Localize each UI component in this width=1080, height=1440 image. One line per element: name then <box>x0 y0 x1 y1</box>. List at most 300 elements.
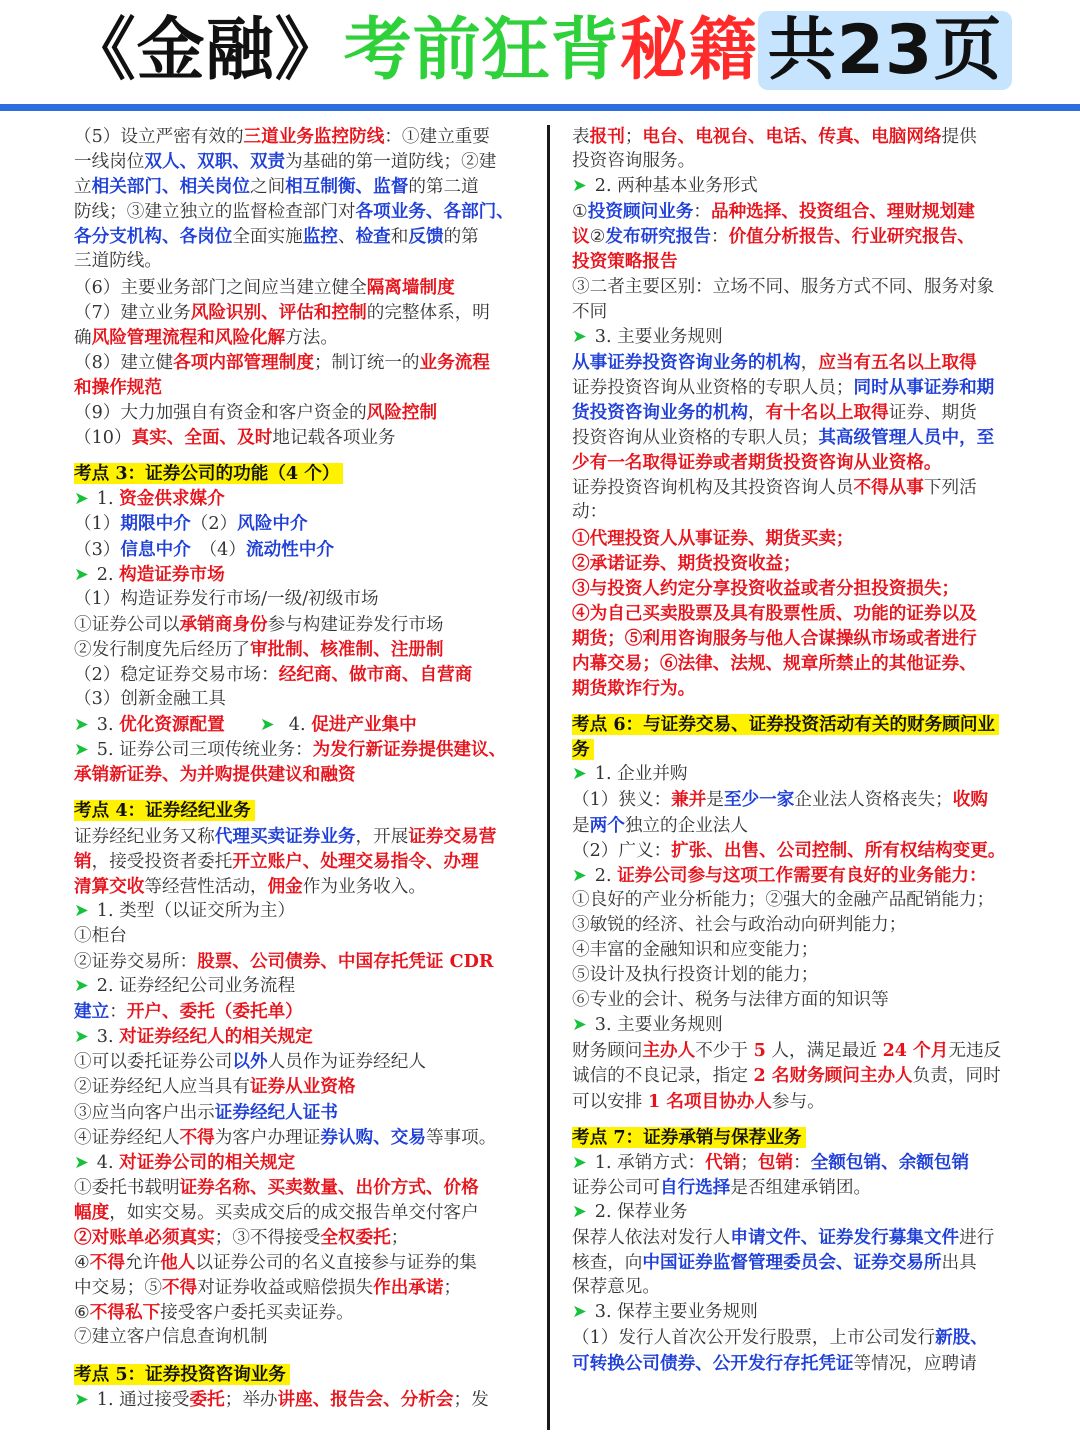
highlight-blue-text: 代理买卖证券业务 <box>214 825 356 847</box>
highlight-red-text: 对证券经纪人的相关规定 <box>119 1026 313 1048</box>
highlight-red-text: 不得 <box>89 1252 125 1274</box>
body-text: 全面实施 <box>232 227 303 248</box>
highlight-red-text: 风险管理流程和风险化解 <box>91 326 286 348</box>
body-text: ： <box>693 202 711 223</box>
arrow-bullet-icon: ➤ <box>572 1201 587 1222</box>
text-line <box>74 1074 536 1099</box>
highlight-blue-text: 双人、双职、双责 <box>144 151 286 173</box>
body-text: 进行 <box>959 1228 995 1249</box>
text-line <box>74 999 536 1024</box>
body-text: 等事项。 <box>425 1127 497 1148</box>
body-text: 3. 主要业务规则 <box>594 326 723 347</box>
arrow-bullet-icon: ➤ <box>572 176 587 197</box>
text-line <box>572 676 1034 701</box>
body-text: 和 <box>390 227 409 248</box>
column-divider <box>547 125 550 1430</box>
body-text: ③二者主要区别：立场不同、服务方式不同、服务对象 <box>572 276 995 297</box>
text-line <box>572 813 1034 838</box>
text-line <box>74 687 536 712</box>
body-text: ： <box>793 1152 811 1173</box>
text-line <box>572 350 1034 375</box>
body-text: （3） <box>74 539 121 560</box>
body-text: （3）创新金融工具 <box>74 689 226 710</box>
body-text: （1）狭义： <box>572 790 672 811</box>
highlight-blue-text: 相互制衡、监督 <box>285 176 409 198</box>
highlight-red-text: 包销 <box>757 1151 794 1173</box>
highlight-red-text: 隔离墙制度 <box>366 276 455 298</box>
text-line <box>74 149 536 174</box>
highlight-blue-text: 建立 <box>74 1001 110 1023</box>
text-line <box>74 1225 536 1250</box>
text-line <box>572 888 1034 913</box>
body-text: ④ <box>74 1253 90 1274</box>
body-text: 2. <box>96 564 120 585</box>
highlight-blue-text: 各分支机构、各岗位 <box>74 226 233 248</box>
highlight-red-text: 股票、公司债券、中国存托凭证 CDR <box>197 951 494 972</box>
body-text: 投资咨询从业资格的专职人员； <box>572 428 819 449</box>
body-text: （1） <box>74 514 121 535</box>
highlight-red-text: 证券名称、买卖数量、出价方式、价格 <box>179 1176 479 1198</box>
highlight-red-text: 电台、电视台、电话、传真、电脑网络 <box>642 126 942 147</box>
body-text: 投资咨询服务。 <box>572 151 696 172</box>
text-line <box>572 1063 1034 1088</box>
text-line <box>74 737 536 762</box>
body-text: ；发 <box>453 1389 489 1410</box>
body-text: ①证券公司以 <box>74 614 180 635</box>
body-text: （10） <box>74 428 132 449</box>
arrow-bullet-icon: ➤ <box>74 740 89 761</box>
body-text: 证券、期货 <box>888 403 977 424</box>
highlight-red-text: 审批制、核准制、注册制 <box>249 638 444 660</box>
text-line <box>572 400 1034 425</box>
body-text: ， <box>747 403 766 424</box>
arrow-bullet-icon: ➤ <box>74 1027 89 1048</box>
body-text: 1. 通过接受 <box>96 1389 190 1410</box>
section-heading <box>74 798 536 823</box>
text-line <box>572 762 1034 787</box>
text-line <box>572 275 1034 300</box>
highlight-red-text: 对证券公司的相关规定 <box>119 1151 296 1173</box>
highlight-red-text: 开立账户、处理交易指令、办理 <box>232 850 479 872</box>
body-text: 证券投资咨询机构及其投资咨询人员 <box>572 478 854 499</box>
highlight-red-text: 幅度 <box>74 1201 110 1223</box>
body-text: ⑤设计及执行投资计划的能力； <box>572 965 819 986</box>
body-text: 1. 承销方式： <box>594 1152 706 1173</box>
highlight-red-text: 开户、委托（委托单） <box>126 1001 303 1023</box>
highlight-red-text: 不得 <box>179 1126 215 1148</box>
body-text: 以证券公司的名义直接参与证券的集 <box>195 1253 477 1274</box>
body-text: ； <box>390 1228 409 1249</box>
body-text: 下列活 <box>923 478 977 499</box>
body-text: ； <box>443 1278 462 1299</box>
highlight-blue-text: 信息中介 <box>120 538 191 560</box>
body-text: ② <box>589 227 606 248</box>
highlight-red-text: ②对账单必须真实 <box>74 1227 215 1249</box>
highlight-blue-text: 流动性中介 <box>245 538 334 560</box>
text-line <box>74 325 536 350</box>
body-text: 可以安排 <box>572 1091 648 1112</box>
text-line <box>74 612 536 637</box>
text-line <box>572 863 1034 888</box>
body-text: 财务顾问 <box>572 1041 643 1062</box>
text-line <box>74 662 536 687</box>
highlight-red-text: 为发行新证券提供建议、 <box>312 739 507 761</box>
body-text: 负责，同时 <box>912 1066 1001 1087</box>
section-heading-text: 考点 7：证券承销与保荐业务 <box>572 1127 806 1148</box>
text-line <box>572 224 1034 249</box>
highlight-red-text: 销 <box>74 850 92 872</box>
highlight-red-text: ②承诺证券、期货投资收益； <box>572 552 801 574</box>
body-text: 不同 <box>572 301 608 322</box>
body-text: ， <box>800 352 819 373</box>
text-line <box>74 849 536 874</box>
text-line <box>572 249 1034 274</box>
text-line <box>74 824 536 849</box>
highlight-red-text: 内幕交易；⑥法律、法规、规章所禁止的其他证券、 <box>572 652 977 674</box>
body-text: 1. 类型（以证交所为主） <box>96 900 296 921</box>
body-text: 人，满足最近 <box>765 1041 883 1062</box>
highlight-red-text: 和操作规范 <box>74 376 162 398</box>
highlight-red-text: 他人 <box>160 1252 196 1274</box>
body-text: ④证券经纪人 <box>74 1127 180 1148</box>
highlight-red-text: 不得从事 <box>853 477 924 499</box>
text-line <box>572 551 1034 576</box>
highlight-red-text: 兼并 <box>671 789 707 811</box>
section-gap <box>572 701 1034 712</box>
highlight-blue-text: 券认购、交易 <box>320 1126 426 1148</box>
body-text: 1. 企业并购 <box>594 764 688 785</box>
body-text: ③敏锐的经济、社会与政治动向研判能力； <box>572 914 907 935</box>
highlight-red-text: 24 个月 <box>882 1040 949 1062</box>
body-text: 之间 <box>249 177 286 198</box>
text-line <box>74 1024 536 1049</box>
page-banner <box>0 0 1080 102</box>
arrow-bullet-icon: ➤ <box>74 900 89 921</box>
body-text: 是 <box>706 790 724 811</box>
body-text: ②证券经纪人应当具有 <box>74 1077 250 1098</box>
highlight-red-text: 承销商身份 <box>179 613 268 635</box>
body-text: 、 <box>337 227 356 248</box>
text-line <box>572 1089 1034 1114</box>
text-line <box>74 174 536 199</box>
section-gap <box>74 787 536 798</box>
text-line <box>572 1175 1034 1200</box>
highlight-red-text: 承销新证券、为并购提供建议和融资 <box>74 764 356 786</box>
highlight-blue-text: 以外 <box>232 1051 268 1073</box>
highlight-red-text: 代销 <box>705 1151 741 1173</box>
text-line <box>74 899 536 924</box>
body-text: 的第二道 <box>408 177 479 198</box>
text-line <box>572 963 1034 988</box>
body-text: （5）设立严密有效的 <box>74 127 244 147</box>
body-text: 的完整体系，明 <box>366 302 490 323</box>
body-text: 保荐人依法对发行人 <box>572 1228 731 1249</box>
body-text: ⑥专业的会计、税务与法律方面的知识等 <box>572 990 889 1011</box>
text-line <box>572 199 1034 224</box>
text-line <box>572 576 1034 601</box>
highlight-red-text: 全权委托 <box>320 1227 391 1249</box>
text-line <box>74 1049 536 1074</box>
text-line <box>74 350 536 375</box>
text-line <box>74 425 536 450</box>
text-line <box>572 913 1034 938</box>
highlight-red-text: 2 名财务顾问主办人 <box>753 1065 913 1087</box>
arrow-bullet-icon: ➤ <box>572 764 587 785</box>
highlight-red-text: 作出承诺 <box>373 1277 444 1299</box>
body-text: 2. <box>594 865 618 886</box>
text-line <box>572 651 1034 676</box>
text-line <box>572 601 1034 626</box>
section-heading <box>572 712 1034 737</box>
text-line <box>74 637 536 662</box>
text-line <box>74 486 536 511</box>
text-line <box>74 949 536 974</box>
body-text: 2. 证券经纪公司业务流程 <box>96 976 296 997</box>
banner-title-part: 共23页 <box>758 11 1013 90</box>
text-line <box>572 124 1034 149</box>
highlight-red-text: 不得 <box>161 1277 198 1299</box>
body-text: （2） <box>190 514 238 535</box>
text-line <box>572 1300 1034 1325</box>
body-text: 独立的企业法人 <box>624 815 748 836</box>
highlight-red-text: 证券交易营 <box>408 825 497 847</box>
text-line <box>572 1038 1034 1063</box>
section-heading-text: 考点 6：与证券交易、证券投资活动有关的财务顾问业 <box>572 714 999 735</box>
section-heading <box>74 1362 536 1387</box>
body-text: ①柜台 <box>74 925 127 946</box>
body-text: 证券公司可 <box>572 1177 660 1198</box>
body-text: ④丰富的金融知识和应变能力； <box>572 940 819 960</box>
highlight-red-text: 佣金 <box>267 875 303 897</box>
body-text: 2. 两种基本业务形式 <box>594 176 758 197</box>
text-line <box>74 537 536 562</box>
arrow-bullet-icon: ➤ <box>74 715 89 736</box>
text-line <box>572 787 1034 812</box>
highlight-red-text: 构造证券市场 <box>119 563 225 585</box>
body-text: 人员作为证券经纪人 <box>267 1052 426 1073</box>
body-text: ；举办 <box>224 1389 278 1410</box>
body-text: ； <box>624 127 643 147</box>
section-heading-text: 考点 3：证券公司的功能（4 个） <box>74 463 343 484</box>
body-text: 的第 <box>443 227 479 248</box>
arrow-bullet-icon: ➤ <box>572 1152 587 1173</box>
banner-underline <box>0 104 1080 111</box>
text-line <box>74 1200 536 1225</box>
highlight-blue-text: 相关部门、相关岗位 <box>91 176 250 198</box>
body-text: ① <box>572 202 588 223</box>
text-line <box>74 1275 536 1300</box>
body-text: ①良好的产业分析能力；②强大的金融产品配销能力； <box>572 889 995 910</box>
body-text: ⑥ <box>74 1303 90 1324</box>
body-text: ，开展 <box>355 826 409 847</box>
body-text: 方法。 <box>285 327 338 348</box>
body-text: 对证券收益或赔偿损失 <box>197 1278 374 1299</box>
body-text: 2. 保荐业务 <box>594 1201 688 1222</box>
highlight-red-text: 不得私下 <box>89 1302 161 1324</box>
text-line <box>74 400 536 425</box>
text-line <box>74 124 536 149</box>
body-text: 3. <box>96 1027 120 1048</box>
body-text: （9）大力加强自有资金和客户资金的 <box>74 403 367 424</box>
text-line <box>74 199 536 224</box>
highlight-red-text: 证券公司参与这项工作需要有良好的业务能力： <box>617 864 987 886</box>
highlight-blue-text: 自行选择 <box>659 1176 731 1198</box>
text-line <box>74 300 536 325</box>
banner-title-part: 考前狂背 <box>343 11 620 90</box>
highlight-blue-text: 证券经纪人证书 <box>214 1101 338 1123</box>
text-line <box>572 425 1034 450</box>
highlight-red-text: 少有一名取得证券或者期货投资咨询从业资格。 <box>572 452 942 474</box>
text-line <box>74 1175 536 1200</box>
body-text: 中交易；⑤ <box>74 1278 162 1299</box>
text-line <box>572 375 1034 400</box>
text-line <box>74 562 536 587</box>
body-text: ： <box>710 227 729 248</box>
section-heading-text: 务 <box>572 739 594 760</box>
text-line <box>572 500 1034 525</box>
highlight-blue-text: 发布研究报告 <box>605 226 711 248</box>
text-line <box>572 475 1034 500</box>
banner-title-part: 秘籍 <box>619 11 758 90</box>
body-text: ②证券交易所： <box>74 952 198 972</box>
highlight-red-text: 价值分析报告、行业研究报告、 <box>728 226 975 248</box>
highlight-red-text: 有十名以上取得 <box>765 402 889 424</box>
highlight-red-text: 报刊 <box>589 126 625 147</box>
body-text: 允许 <box>124 1253 161 1274</box>
highlight-blue-text: 货投资咨询业务的机构 <box>572 402 748 424</box>
text-line <box>572 1225 1034 1250</box>
section-heading <box>572 1125 1034 1150</box>
body-text: 是否组建承销团。 <box>730 1177 872 1198</box>
highlight-blue-text: 监控 <box>302 226 338 248</box>
arrow-bullet-icon: ➤ <box>572 1015 587 1036</box>
body-text: 地记载各项业务 <box>272 428 396 449</box>
body-text: 诚信的不良记录，指定 <box>572 1066 754 1087</box>
arrow-bullet-icon: ➤ <box>74 564 89 585</box>
highlight-red-text: 促进产业集中 <box>311 714 417 736</box>
highlight-blue-text: 新股、 <box>935 1327 988 1349</box>
highlight-blue-text: 风险中介 <box>237 513 308 535</box>
highlight-red-text: 扩张、出售、公司控制、所有权结构变更。 <box>671 839 1006 861</box>
highlight-red-text: 主办人 <box>642 1040 696 1062</box>
text-line <box>74 249 536 274</box>
banner-title-part: 《金融》 <box>67 11 344 90</box>
text-line <box>572 838 1034 863</box>
highlight-red-text: 资金供求媒介 <box>119 488 225 510</box>
text-line <box>572 325 1034 350</box>
text-line <box>572 450 1034 475</box>
body-text: 表 <box>572 127 590 147</box>
highlight-blue-text: 反馈 <box>408 226 444 248</box>
text-line <box>74 762 536 787</box>
text-line <box>572 1325 1034 1350</box>
body-text <box>225 715 260 735</box>
section-heading <box>74 461 536 486</box>
highlight-red-text: 品种选择、投资组合、理财规划建 <box>710 201 975 223</box>
arrow-bullet-icon: ➤ <box>74 489 89 510</box>
body-text: ③应当向客户出示 <box>74 1102 215 1123</box>
body-text: ； <box>740 1152 758 1173</box>
text-line <box>572 526 1034 551</box>
text-line <box>74 1387 536 1412</box>
text-line <box>74 1100 536 1125</box>
highlight-blue-text: 两个 <box>589 814 625 836</box>
body-text: 出具 <box>941 1253 977 1274</box>
highlight-red-text: 委托 <box>189 1388 225 1410</box>
body-text: 作为业务收入。 <box>302 876 426 897</box>
text-line <box>572 626 1034 651</box>
body-text: ⑦建立客户信息查询机制 <box>74 1327 268 1348</box>
body-text: ①委托书载明 <box>74 1177 180 1198</box>
text-line <box>572 1150 1034 1175</box>
highlight-blue-text: 中国证券监督管理委员会、证券交易所 <box>642 1252 942 1274</box>
body-text: ，如实交易。买卖成交后的成交报告单交付客户 <box>109 1202 479 1223</box>
text-line <box>74 1300 536 1325</box>
body-text: 参与构建证券发行市场 <box>267 614 444 635</box>
text-line <box>74 1125 536 1150</box>
body-text: 核查，向 <box>572 1253 643 1274</box>
body-text: 为客户办理证 <box>214 1127 321 1148</box>
arrow-bullet-icon: ➤ <box>572 1302 587 1323</box>
highlight-red-text: 期货；⑤利用咨询服务与他人合谋操纵市场或者进行 <box>572 627 977 649</box>
body-text: 证券投资咨询从业资格的专职人员； <box>572 377 854 398</box>
body-text: 提供 <box>941 127 977 147</box>
body-text: 4. <box>96 1152 120 1173</box>
highlight-blue-text: 至少一家 <box>723 789 795 811</box>
highlight-red-text: 清算交收 <box>74 875 145 897</box>
highlight-red-text: 经纪商、做市商、自营商 <box>278 663 473 685</box>
highlight-red-text: 真实、全面、及时 <box>131 427 273 449</box>
body-text: 3. 主要业务规则 <box>594 1015 723 1036</box>
body-text: 一线岗位 <box>74 152 145 173</box>
text-line <box>572 938 1034 963</box>
highlight-blue-text: 投资顾问业务 <box>587 201 694 223</box>
body-text: 确 <box>74 327 92 348</box>
text-line <box>74 974 536 999</box>
body-text: （6）主要业务部门之间应当建立健全 <box>74 277 367 298</box>
body-text: 参与。 <box>771 1091 825 1112</box>
highlight-red-text: 议 <box>572 226 590 248</box>
highlight-red-text: 收购 <box>952 789 988 811</box>
body-text: 不少于 <box>695 1041 754 1062</box>
right-column <box>572 124 1034 1376</box>
text-line <box>74 924 536 949</box>
arrow-bullet-icon: ➤ <box>572 326 587 347</box>
body-text: （8）建立健 <box>74 352 174 373</box>
body-text: 证券经纪业务又称 <box>74 826 215 847</box>
section-gap <box>572 1114 1034 1125</box>
body-text: 三道防线。 <box>74 251 162 272</box>
body-text: 无违反 <box>948 1041 1002 1062</box>
highlight-red-text: 三道业务监控防线 <box>243 126 385 147</box>
left-column <box>74 124 536 1412</box>
section-heading-text: 考点 5：证券投资咨询业务 <box>74 1364 290 1385</box>
body-text: ： <box>109 1002 127 1023</box>
text-line <box>572 300 1034 325</box>
highlight-blue-text: 从事证券投资咨询业务的机构 <box>572 351 801 373</box>
text-line <box>74 1325 536 1350</box>
highlight-red-text: 投资策略报告 <box>572 251 678 273</box>
arrow-bullet-icon: ➤ <box>572 865 587 886</box>
body-text: ；制订统一的 <box>313 352 420 373</box>
highlight-blue-text: 检查 <box>355 226 391 248</box>
text-line <box>74 1250 536 1275</box>
text-line <box>572 1275 1034 1300</box>
body-text: ：①建立重要 <box>384 127 490 147</box>
highlight-red-text: 讲座、报告会、分析会 <box>277 1388 454 1410</box>
text-line <box>572 149 1034 174</box>
highlight-red-text: 业务流程 <box>419 351 490 373</box>
